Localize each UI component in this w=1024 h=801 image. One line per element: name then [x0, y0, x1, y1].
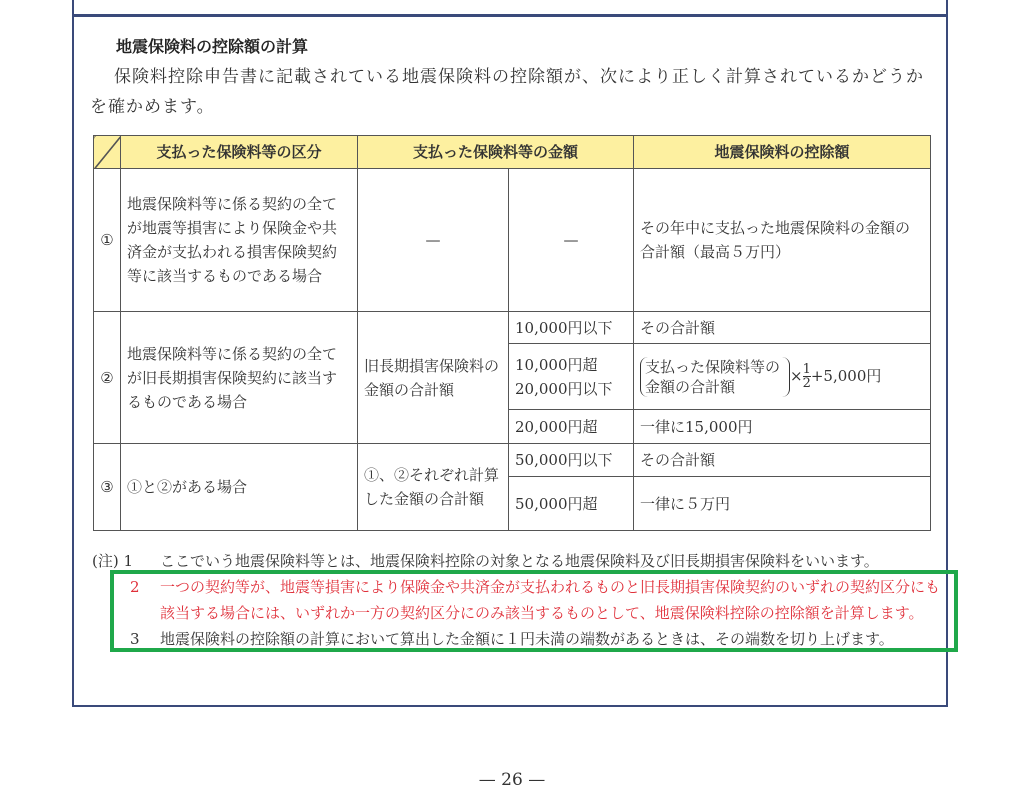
- row-number: ②: [94, 312, 121, 444]
- row-deduction: その年中に支払った地震保険料の金額の合計額（最高５万円）: [634, 169, 931, 312]
- page-number: — 26 —: [478, 770, 546, 790]
- row-deduction: その合計額: [634, 444, 931, 477]
- note-3-number: 3: [130, 630, 140, 648]
- row-deduction: 一律に15,000円: [634, 410, 931, 444]
- fraction-denominator: 2: [802, 376, 811, 391]
- highlight-box: [110, 570, 958, 652]
- deduction-table: [93, 135, 931, 531]
- row-range: 50,000円超: [509, 477, 634, 531]
- intro-paragraph: 保険料控除申告書に記載されている地震保険料の控除額が、次により正しく計算されているかどうかを確かめます。: [90, 67, 924, 117]
- fraction-numerator: 1: [802, 362, 811, 377]
- row-category: ①と②がある場合: [121, 444, 358, 531]
- table-row: [94, 444, 931, 477]
- note-2-text: 一つの契約等が、地震等損害により保険金や共済金が支払われるものと旧長期損害保険契約のいずれの契約区分にも該当する場合には、いずれか一方の契約区分にのみ該当するものとして、地震保険料控除の控除額を計算します。: [160, 578, 941, 622]
- formula-multiply: ×: [790, 366, 803, 385]
- note-3-text: 地震保険料の控除額の計算において算出した金額に１円未満の端数があるときは、その端数を切り上げます。: [160, 630, 894, 648]
- row-category: 地震保険料等に係る契約の全てが旧長期損害保険契約に該当するものである場合: [121, 312, 358, 444]
- row-deduction-formula: [634, 344, 931, 410]
- row-number: ①: [94, 169, 121, 312]
- section-title: 地震保険料の控除額の計算: [116, 37, 309, 56]
- note-prefix: (注) 1: [92, 552, 134, 570]
- header-deduction: 地震保険料の控除額: [634, 136, 931, 169]
- table-row: [94, 312, 931, 344]
- formula-paren: 支払った保険料等の金額の合計額: [640, 357, 790, 397]
- note-1-text: ここでいう地震保険料等とは、地震保険料控除の対象となる地震保険料及び旧長期損害保険料をいいます。: [160, 552, 879, 570]
- row-amount-type: ①、②それぞれ計算した金額の合計額: [358, 444, 509, 531]
- row-amount-type: —: [358, 169, 509, 312]
- table-row: [94, 169, 931, 312]
- row-category: 地震保険料等に係る契約の全てが地震等損害により保険金や共済金が支払われる損害保険契約等に該当するものである場合: [121, 169, 358, 312]
- row-range: 50,000円以下: [509, 444, 634, 477]
- row-range: 20,000円超: [509, 410, 634, 444]
- table-header-row: [94, 136, 931, 169]
- row-amount-type: 旧長期損害保険料の金額の合計額: [358, 312, 509, 444]
- previous-section-frame: [72, 0, 948, 16]
- row-range: —: [509, 169, 634, 312]
- formula-fraction: [803, 363, 811, 390]
- row-range: 10,000円以下: [509, 312, 634, 344]
- row-deduction: その合計額: [634, 312, 931, 344]
- header-category: 支払った保険料等の区分: [121, 136, 358, 169]
- row-range: 10,000円超 20,000円以下: [509, 344, 634, 410]
- note-2-number: 2: [130, 578, 140, 596]
- row-deduction: 一律に５万円: [634, 477, 931, 531]
- formula-add: +5,000円: [810, 366, 882, 385]
- row-number: ③: [94, 444, 121, 531]
- header-amount: 支払った保険料等の金額: [358, 136, 634, 169]
- header-corner: [94, 136, 121, 169]
